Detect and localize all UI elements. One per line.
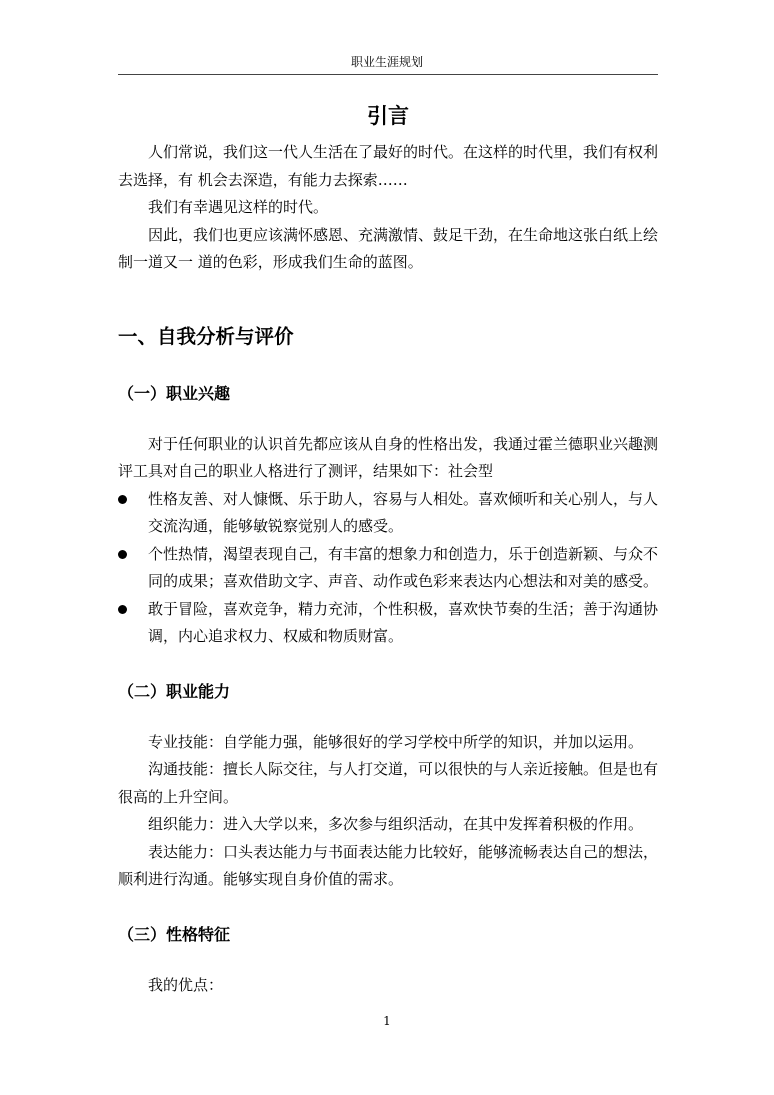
page-number: 1 [383,1014,391,1028]
section-title: 一、自我分析与评价 [118,324,294,348]
subsection-title-interest: （一）职业兴趣 [118,383,231,403]
list-item-text: 性格友善、对人慷慨、乐于助人，容易与人相处。喜欢倾听和关心别人，与人交流沟通，能够敏锐察觉别人的感受。 [148,489,659,535]
bullet-icon [118,605,127,614]
subsection-title-personality: （三）性格特征 [118,924,231,944]
intro-title: 引言 [367,104,409,128]
ability-paragraph: 组织能力：进入大学以来，多次参与组织活动，在其中发挥着积极的作用。 [148,815,644,833]
ability-paragraph: 表达能力：口头表达能力与书面表达能力比较好，能够流畅表达自己的想法，顺利进行沟通。能够实现自身价值的需求。 [118,842,659,888]
header-divider [118,74,658,75]
intro-paragraph: 我们有幸遇见这样的时代。 [148,198,329,216]
ability-paragraph: 沟通技能：擅长人际交往，与人打交道，可以很快的与人亲近接触。但是也有很高的上升空间。 [118,760,659,806]
intro-paragraph: 人们常说，我们这一代人生活在了最好的时代。在这样的时代里，我们有权利去选择，有 机会去深造，有能力去探索…… [118,143,659,189]
list-item [118,486,658,541]
document-body [118,96,658,999]
page-header: 职业生涯规划 [350,55,423,69]
bullet-icon [118,495,127,504]
interest-bullet-list [118,486,658,651]
subsection-title-ability: （二）职业能力 [118,681,231,701]
list-item-text: 个性热情，渴望表现自己，有丰富的想象力和创造力，乐于创造新颖、与众不同的成果；喜欢借助文字、声音、动作或色彩来表达内心想法和对美的感受。 [148,544,659,590]
list-item [118,596,658,651]
list-item [118,541,658,596]
interest-paragraph: 对于任何职业的认识首先都应该从自身的性格出发，我通过霍兰德职业兴趣测评工具对自己的职业人格进行了测评，结果如下：社会型 [118,434,659,480]
personality-paragraph: 我的优点： [148,975,224,994]
list-item-text: 敢于冒险，喜欢竞争，精力充沛，个性积极，喜欢快节奏的生活；善于沟通协调，内心追求权力、权威和物质财富。 [148,599,659,645]
bullet-icon [118,550,127,559]
ability-paragraph: 专业技能：自学能力强，能够很好的学习学校中所学的知识，并加以运用。 [148,732,644,751]
intro-paragraph: 因此，我们也更应该满怀感恩、充满激情、鼓足干劲，在生命地这张白纸上绘制一道又一 道的色彩，形成我们生命的蓝图。 [118,225,659,271]
